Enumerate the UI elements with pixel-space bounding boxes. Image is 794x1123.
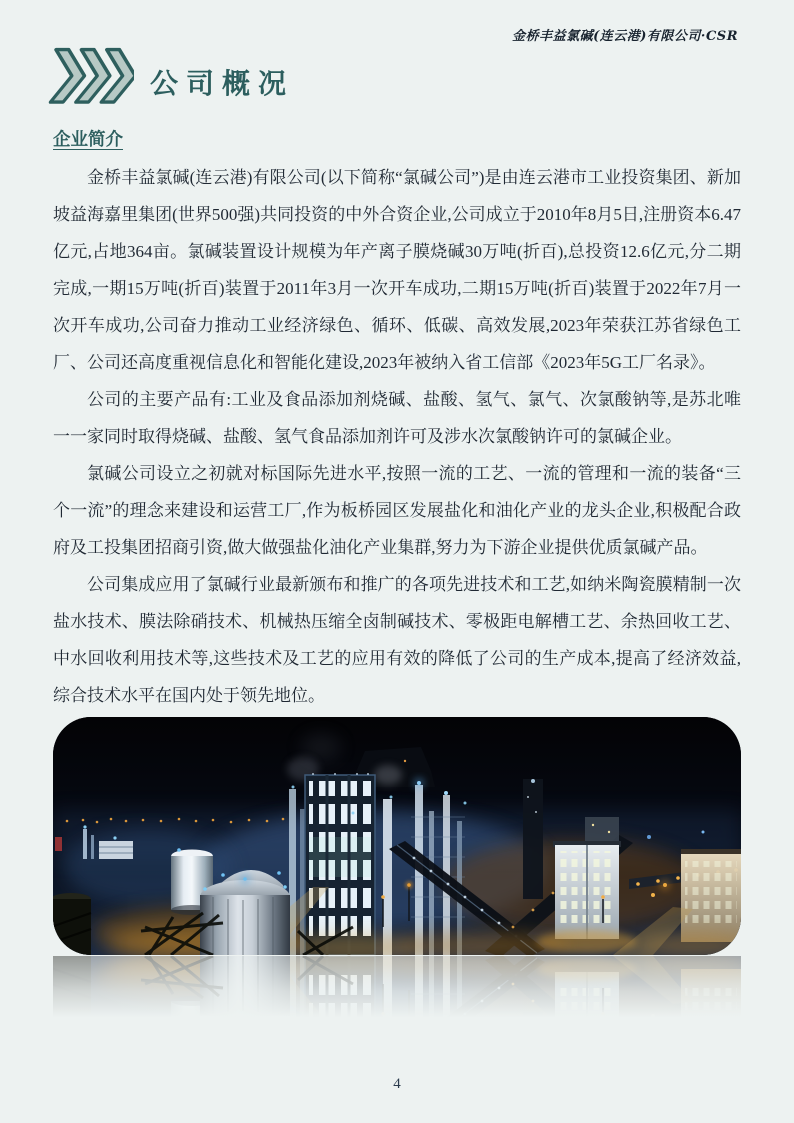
paragraph: 公司集成应用了氯碱行业最新颁布和推广的各项先进技术和工艺,如纳米陶瓷膜精制一次盐水技术、膜法除硝技术、机械热压缩全卤制碱技术、零极距电解槽工艺、余热回收工艺、中水回收利用技术等,这些技术及工艺的应用有效的降低了公司的生产成本,提高了经济效益,综合技术水平在国内处于领先地位。 [53, 575, 741, 705]
body-text [53, 159, 741, 714]
section-title-row [46, 44, 294, 106]
paragraph: 金桥丰益氯碱(连云港)有限公司(以下简称“氯碱公司”)是由连云港市工业投资集团、新加坡益海嘉里集团(世界500强)共同投资的中外合资企业,公司成立于2010年8月5日,注册资本6.47亿元,占地364亩。氯碱装置设计规模为年产离子膜烧碱30万吨(折百),总投资12.6亿元,分二期完成,一期15万吨(折百)装置于2011年3月一次开车成功,二期15万吨(折百)装置于2022年7月一次开车成功,公司奋力推动工业经济绿色、循环、低碳、高效发展,2023年荣获江苏省绿色工厂、公司还高度重视信息化和智能化建设,2023年被纳入省工信部《2023年5G工厂名录》。 [53, 168, 741, 372]
plant-night-photo [53, 717, 741, 955]
triple-chevron-icon [46, 44, 134, 106]
subsection-title: 企业简介 [53, 129, 123, 149]
paragraph: 公司的主要产品有:工业及食品添加剂烧碱、盐酸、氢气、氯气、次氯酸钠等,是苏北唯一一家同时取得烧碱、盐酸、氢气食品添加剂许可及涉水次氯酸钠许可的氯碱企业。 [53, 390, 741, 446]
paragraph: 氯碱公司设立之初就对标国际先进水平,按照一流的工艺、一流的管理和一流的装备“三个一流”的理念来建设和运营工厂,作为板桥园区发展盐化和油化产业的龙头企业,积极配合政府及工投集团招商引资,做大做强盐化油化产业集群,努力为下游企业提供优质氯碱产品。 [53, 464, 741, 557]
reflection-fade-overlay [53, 956, 741, 1020]
page-title: 公司概况 [150, 68, 295, 99]
photo-reflection [53, 956, 741, 1020]
page-number: 4 [393, 1076, 401, 1092]
header-company-line: 金桥丰益氯碱(连云港)有限公司·CSR [512, 29, 738, 44]
